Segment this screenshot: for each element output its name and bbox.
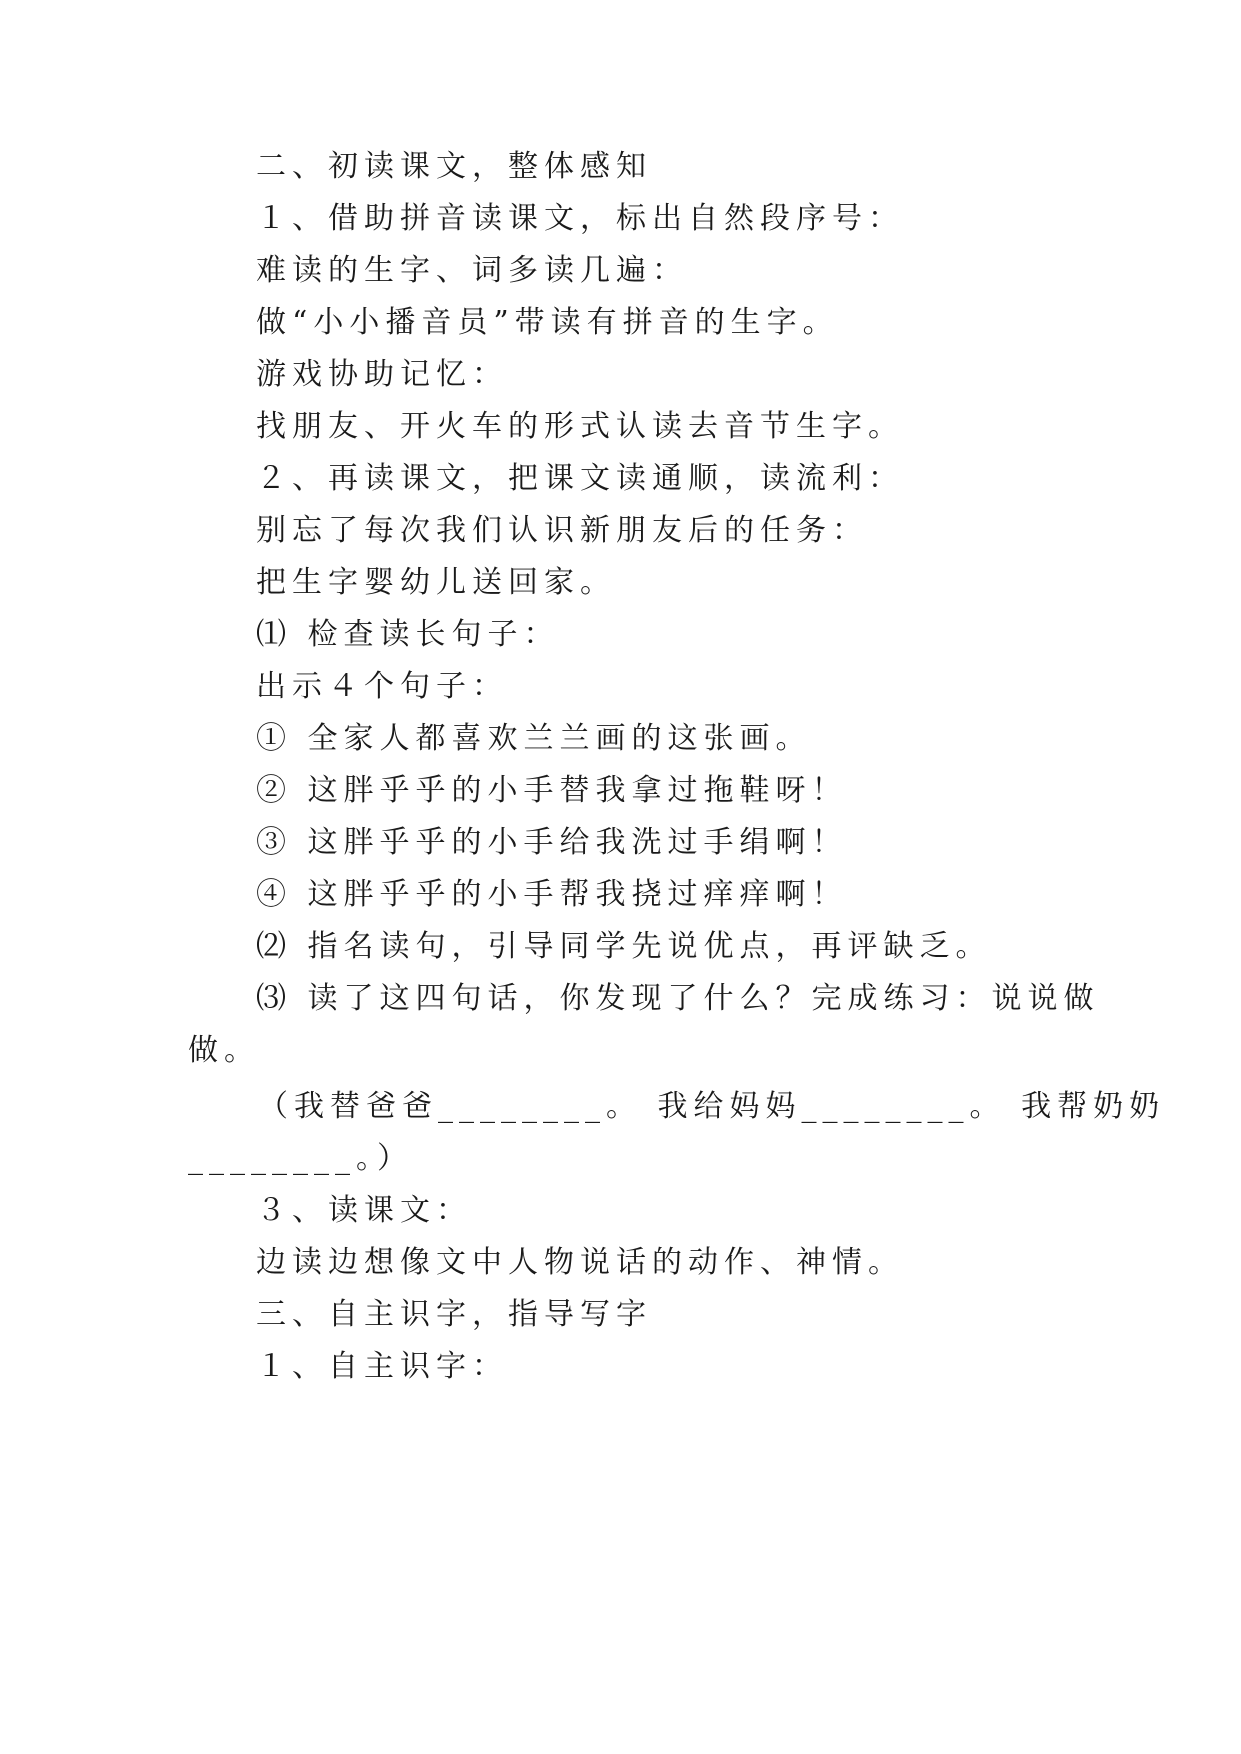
- text-line-continuation: 做。: [188, 1033, 260, 1068]
- text-line: 出示４个句子：: [256, 669, 508, 704]
- text-line: 游戏协助记忆：: [256, 357, 508, 392]
- text-line: １、借助拼音读课文，标出自然段序号：: [256, 201, 904, 236]
- text-line: 做“小小播音员”带读有拼音的生字。: [256, 305, 839, 340]
- exercise-line-continuation: ________。）: [188, 1141, 413, 1176]
- text-line: 找朋友、开火车的形式认读去音节生字。: [256, 409, 904, 444]
- sentence-item: ④ 这胖乎乎的小手帮我挠过痒痒啊！: [256, 877, 848, 912]
- text-line: 把生字婴幼儿送回家。: [256, 565, 616, 600]
- text-line: ⑴ 检查读长句子：: [256, 617, 560, 652]
- text-line: 难读的生字、词多读几遍：: [256, 253, 688, 288]
- text-line: ⑵ 指名读句，引导同学先说优点，再评缺乏。: [256, 929, 992, 964]
- sentence-item: ① 全家人都喜欢兰兰画的这张画。: [256, 721, 812, 756]
- text-line: ２、再读课文，把课文读通顺，读流利：: [256, 461, 904, 496]
- exercise-line: （我替爸爸________。 我给妈妈________。 我帮奶奶: [258, 1089, 1166, 1124]
- text-line: ３、读课文：: [256, 1193, 472, 1228]
- sentence-item: ③ 这胖乎乎的小手给我洗过手绢啊！: [256, 825, 848, 860]
- sentence-item: ② 这胖乎乎的小手替我拿过拖鞋呀！: [256, 773, 848, 808]
- section-heading-3: 三、自主识字，指导写字: [256, 1297, 652, 1332]
- text-line: １、自主识字：: [256, 1349, 508, 1384]
- text-line: 边读边想像文中人物说话的动作、神情。: [256, 1245, 904, 1280]
- text-line: ⑶ 读了这四句话，你发现了什么？完成练习：说说做: [256, 981, 1100, 1016]
- section-heading-2: 二、初读课文，整体感知: [256, 149, 652, 184]
- text-line: 别忘了每次我们认识新朋友后的任务：: [256, 513, 868, 548]
